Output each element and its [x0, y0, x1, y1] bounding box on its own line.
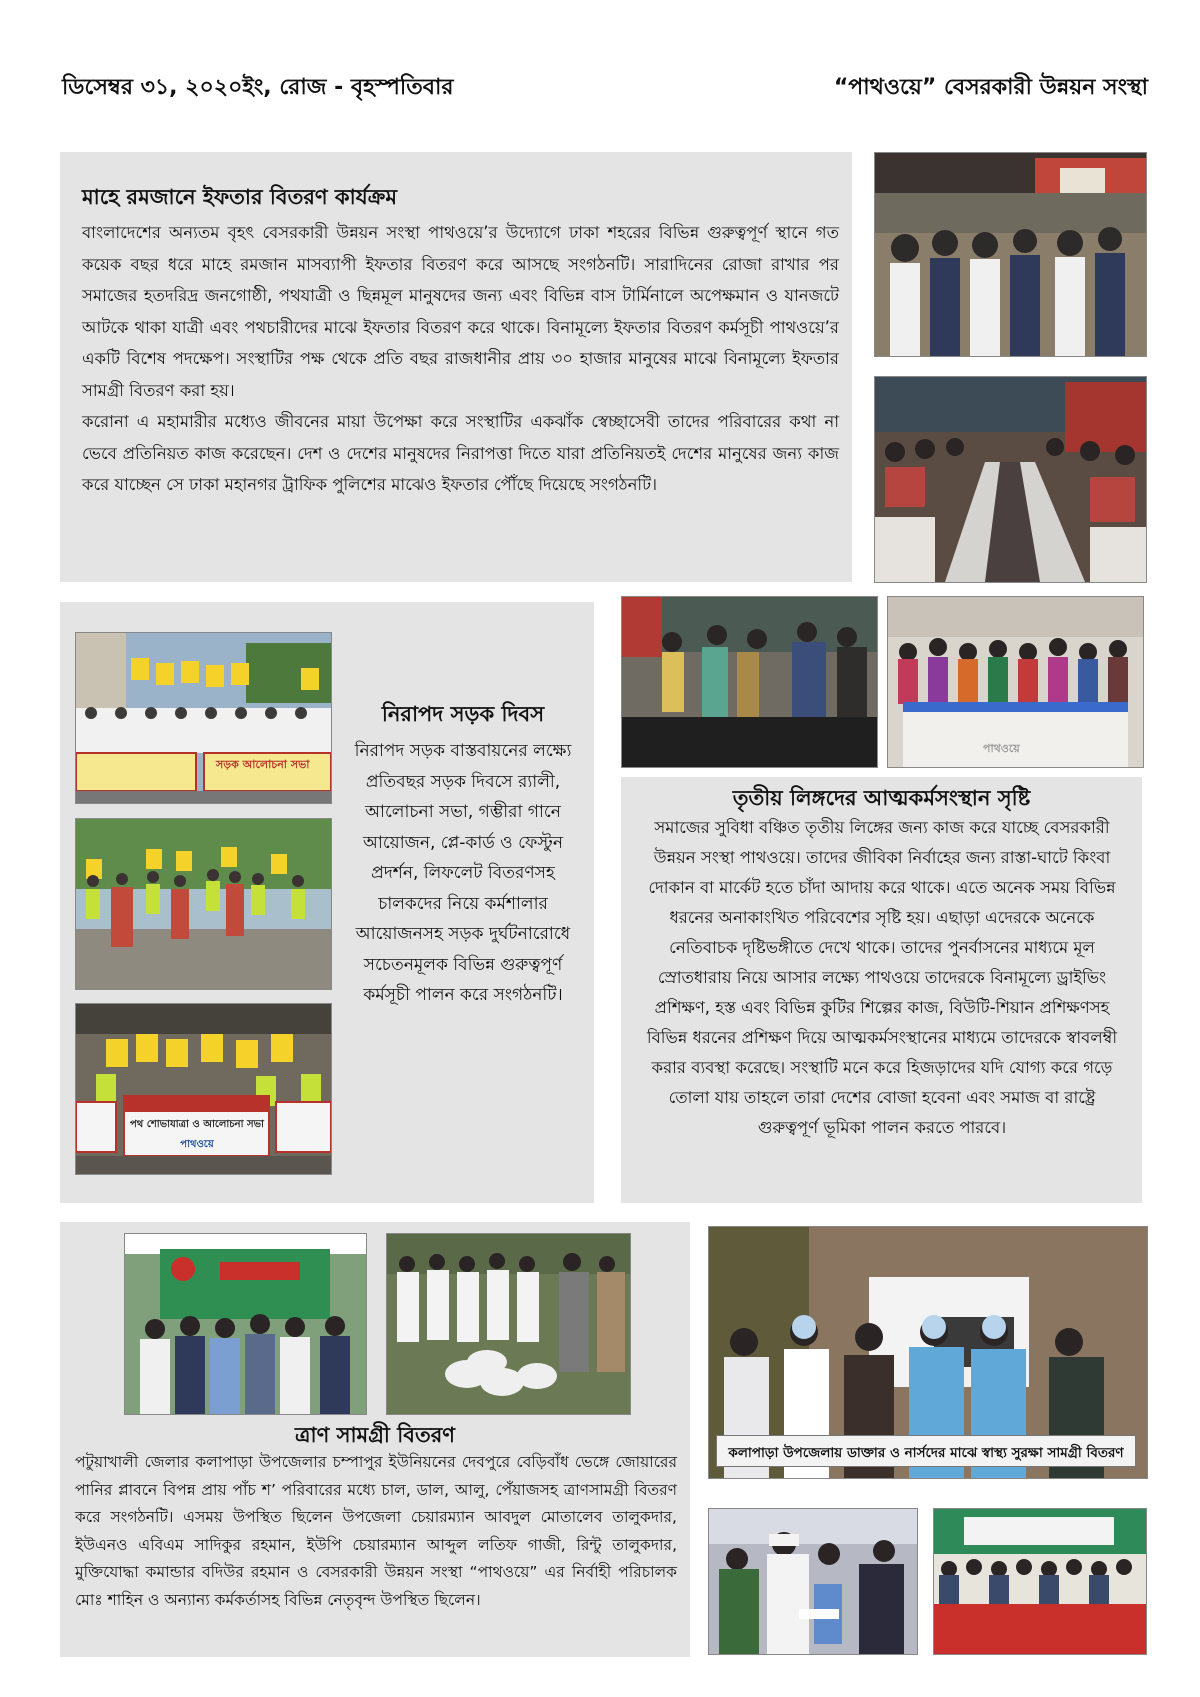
date-line: ডিসেম্বর ৩১, ২০২০ইং, রোজ - বৃহস্পতিবার [62, 75, 454, 100]
iftar-paragraph-1: বাংলাদেশের অন্যতম বৃহৎ বেসরকারী উন্নয়ন সংস্থা পাথওয়ে’র উদ্যোগে ঢাকা শহরের বিভিন্ন গুরুত্বপূর্ণ স্থানে গত কয়েক বছর ধরে মাহে রমজান মাসব্যাপী ইফতার বিতরণ করে আসছে সংগঠনটি। সারাদিনের রোজা রাখার পর সমাজের হতদরিদ্র জনগোষ্ঠী, পথযাত্রী ও ছিন্নমূল মানুষদের জন্য এবং বিভিন্ন বাস টার্মিনালে অপেক্ষমান ও যানজটে আটকে থাকা যাত্রী এবং পথচারীদের মাঝে ইফতার বিতরণ করে থাকে। বিনামূল্যে ইফতার বিতরণ কর্মসূচী পাথওয়ে’র একটি বিশেষ পদক্ষেপ। সংস্থাটির পক্ষ থেকে প্রতি বছর রাজধানীর প্রায় ৩০ হাজার মানুষের মাঝে বিনামূল্যে ইফতার সামগ্রী বিতরণ করা হয়। [82, 223, 839, 400]
seminar-photo [933, 1508, 1147, 1655]
iftar-panel [60, 152, 852, 582]
iftar-street-photo [874, 376, 1147, 583]
rally-banner-text: সড়ক আলোচনা সভা [216, 758, 310, 771]
relief-text: পটুয়াখালী জেলার কলাপাড়া উপজেলার চম্পাপুর ইউনিয়নের দেবপুরে বেড়িবাঁধ ভেঙ্গে জোয়ারের পানির প্লাবনে বিপন্ন প্রায় পাঁচ শ’ পরিবারের মধ্যে চাল, ডাল, আলু, পেঁয়াজসহ ত্রাণসামগ্রী বিতরণ করে সংগঠনটি। এসময় উপস্থিত ছিলেন উপজেলা চেয়ারম্যান আবদুল মোতালেব তালুকদার, ইউএনও এবিএম সাদিকুর রহমান, ইউপি চেয়ারম্যান আব্দুল লতিফ গাজী, রিন্টু তালুকদার, মুক্তিযোদ্ধা কমান্ডার বদিউর রহমান ও বেসরকারী উন্নয়ন সংস্থা “পাথওয়ে” এর নির্বাহী পরিচালক মোঃ শাহিন ও অন্যান্য কর্মকর্তাসহ বিভিন্ন নেতৃবৃন্দ উপস্থিত ছিলেন। [75, 1453, 677, 1609]
organization-name: “পাথওয়ে” বেসরকারী উন্নয়ন সংস্থা [833, 75, 1148, 100]
relief-officials-photo [124, 1233, 367, 1415]
health-kit-caption: কলাপাড়া উপজেলায় ডাক্তার ও নার্সদের মাঝে স্বাস্থ্য সুরক্ষা সামগ্রী বিতরণ [716, 1435, 1136, 1467]
road-rally-photo-3 [75, 1003, 332, 1175]
iftar-crowd-photo [874, 152, 1147, 357]
iftar-paragraph-2: করোনা এ মহামারীর মধ্যেও জীবনের মায়া উপেক্ষা করে সংস্থাটির একঝাঁক স্বেচ্ছাসেবী তাদের পরিবারের কথা না ভেবে প্রতিনিয়ত কাজ করেছেন। দেশ ও দেশের মানুষদের নিরাপত্তা দিতে যারা প্রতিনিয়তই দেশের মানুষের জন্য কাজ করে যাচ্ছেন সে ঢাকা মহানগর ট্রাফিক পুলিশের মাঝেও ইফতার পৌঁছে দিয়েছে সংগঠনটি। [82, 412, 839, 494]
rally-banner-text-2: পথ শোভাযাত্রা ও আলোচনা সভা [130, 1119, 264, 1130]
road-safety-text: নিরাপদ সড়ক বাস্তবায়নের লক্ষ্যে প্রতিবছর সড়ক দিবসে র‍্যালী, আলোচনা সভা, গম্ভীরা গানে আয়োজন, প্লে-কার্ড ও ফেস্টুন প্রদর্শন, লিফলেট বিতরণসহ চালকদের নিয়ে কর্মশালার আয়োজনসহ সড়ক দুর্ঘটনারোধে সচেতনমূলক বিভিন্ন গুরুত্বপূর্ণ কর্মসূচী পালন করে সংগঠনটি। [354, 741, 572, 1005]
child-aid-photo [708, 1508, 918, 1655]
third-gender-title: তৃতীয় লিঙ্গদের আত্মকর্মসংস্থান সৃষ্টি [732, 786, 1031, 810]
training-certificate-photo [887, 596, 1144, 768]
road-rally-photo-1 [75, 632, 332, 804]
iftar-title: মাহে রমজানে ইফতার বিতরণ কার্যক্রম [82, 185, 397, 209]
driving-training-photo [621, 596, 878, 768]
third-gender-text: সমাজের সুবিধা বঞ্চিত তৃতীয় লিঙ্গের জন্য কাজ করে যাচ্ছে বেসরকারী উন্নয়ন সংস্থা পাথওয়ে। তাদের জীবিকা নির্বাহের জন্য রাস্তা-ঘাটে কিংবা দোকান বা মার্কেট হতে চাঁদা আদায় করে থাকে। এতে অনেক সময় বিভিন্ন ধরনের অনাকাংখিত পরিবেশের সৃষ্টি হয়। এছাড়া এদেরকে অনেকে নেতিবাচক দৃষ্টিভঙ্গীতে দেখে থাকে। তাদের পুনর্বাসনের মাধ্যমে মূল স্রোতধারায় নিয়ে আসার লক্ষ্যে পাথওয়ে তাদেরকে বিনামূল্যে ড্রাইভিং প্রশিক্ষণ, হস্ত এবং বিভিন্ন কুটির শিল্পের কাজ, বিউটি-শিয়ান প্রশিক্ষণসহ বিভিন্ন ধরনের প্রশিক্ষণ দিয়ে আত্মকর্মসংস্থানের মাধ্যমে তাদেরকে স্বাবলম্বী করার ব্যবস্থা করেছে। সংস্থাটি মনে করে হিজড়াদের যদি যোগ্য করে গড়ে তোলা যায় তাহলে তারা দেশের বোজা হবেনা এবং সমাজ বা রাষ্ট্রে গুরুত্বপূর্ণ ভূমিকা পালন করতে পারবে। [646, 818, 1118, 1137]
pathway-logo-text: পাথওয়ে [180, 1139, 214, 1150]
road-rally-photo-2 [75, 818, 332, 990]
iftar-text [82, 217, 839, 501]
relief-title: ত্রাণ সামগ্রী বিতরণ [295, 1423, 455, 1447]
pathway-logo-text-2: পাথওয়ে [983, 742, 1020, 755]
road-safety-title: নিরাপদ সড়ক দিবস [381, 702, 545, 726]
relief-distribution-photo [386, 1233, 631, 1415]
